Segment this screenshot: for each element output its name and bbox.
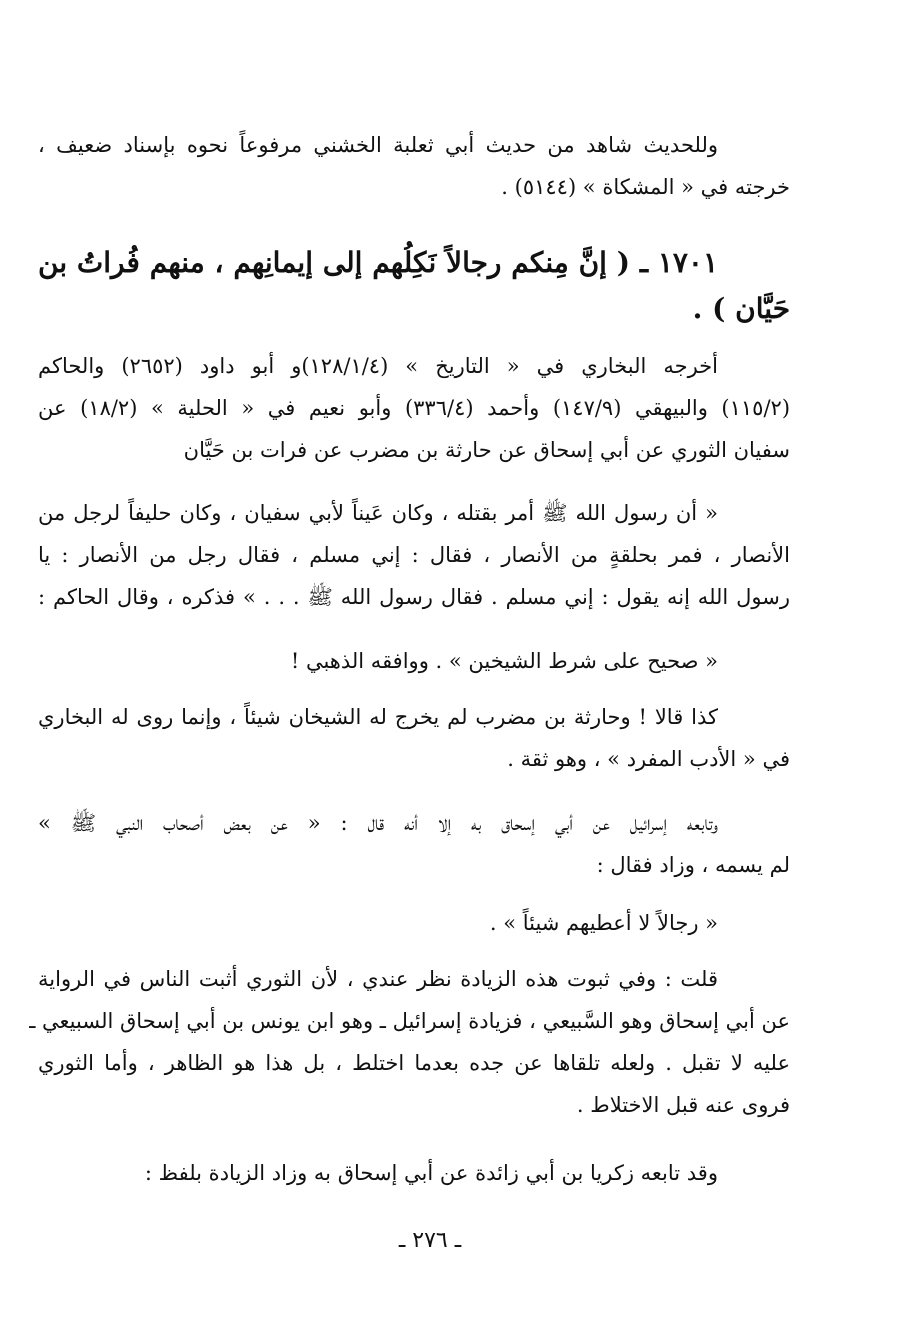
heading-line: ١٧٠١ ـ ( إنَّ مِنكم رجالاً نَكِلُهم إلى إيمانِهم ، منهم فُراتُ بن (38, 246, 718, 279)
israil-paragraph (38, 802, 790, 886)
qultu-paragraph (29, 958, 790, 1126)
takhrij-paragraph (38, 345, 790, 471)
text-line: كذا قالا ! وحارثة بن مضرب لم يخرج له الشيخان شيئاً ، وإنما روى له البخاري (38, 705, 718, 729)
text-line: خرجته في « المشكاة » (٥١٤٤) . (501, 175, 790, 199)
text-line: قلت : وفي ثبوت هذه الزيادة نظر عندي ، لأن الثوري أثبت الناس في الرواية (38, 967, 718, 991)
text-line: « رجالاً لا أعطيهم شيئاً » . (489, 911, 718, 935)
text-line: « أن رسول الله ﷺ أمر بقتله ، وكان عَيناً لأبي سفيان ، وكان حليفاً لرجل من (38, 501, 718, 525)
ziyada-quote (38, 902, 790, 944)
text-line: أخرجه البخاري في « التاريخ » (١٢٨/١/٤)و أبو داود (٢٦٥٢) والحاكم (38, 354, 719, 378)
text-line: وللحديث شاهد من حديث أبي ثعلبة الخشني مرفوعاً نحوه بإسناد ضعيف ، (38, 133, 718, 157)
text-line: سفيان الثوري عن أبي إسحاق عن حارثة بن مضرب عن فرات بن حَيَّان (183, 438, 790, 462)
text-line: الأنصار ، فمر بحلقةٍ من الأنصار ، فقال : إني مسلم ، فقال رجل من الأنصار : يا (38, 543, 790, 567)
shahid-paragraph (38, 124, 790, 208)
text-line: وتابعه إسرائيل عن أبي إسحاق به إلا أنه قال : « عن بعض أصحاب النبي ﷺ » (38, 811, 718, 835)
text-line: رسول الله إنه يقول : إني مسلم . فقال رسول الله ﷺ . . . » فذكره ، وقال الحاكم : (38, 585, 790, 609)
zakariya-paragraph (38, 1152, 790, 1194)
book-page (29, 0, 791, 1338)
text-line: (١١٥/٢) والبيهقي (١٤٧/٩) وأحمد (٣٣٦/٤) وأبو نعيم في « الحلية » (١٨/٢) عن (38, 396, 791, 420)
kadha-paragraph (38, 696, 790, 780)
text-line: في « الأدب المفرد » ، وهو ثقة . (507, 747, 790, 771)
hadith-heading (38, 240, 790, 332)
heading-line: حَيَّان ) . (692, 292, 790, 325)
text-line: وقد تابعه زكريا بن أبي زائدة عن أبي إسحاق به وزاد الزيادة بلفظ : (144, 1161, 718, 1185)
page-number: ـ ٢٧٦ ـ (398, 1228, 462, 1253)
text-line: عليه لا تقبل . ولعله تلقاها عن جده بعدما اختلط ، بل هذا هو الظاهر ، وأما الثوري (38, 1051, 790, 1075)
text-line: لم يسمه ، وزاد فقال : (596, 853, 790, 877)
matn-paragraph (38, 492, 790, 618)
hakim-verdict (38, 640, 790, 682)
text-line: فروى عنه قبل الاختلاط . (576, 1093, 790, 1117)
text-line: « صحيح على شرط الشيخين » . ووافقه الذهبي ! (290, 649, 718, 673)
text-line: عن أبي إسحاق وهو السَّبيعي ، فزيادة إسرائيل ـ وهو ابن يونس بن أبي إسحاق السبيعي ـ (29, 1009, 790, 1033)
